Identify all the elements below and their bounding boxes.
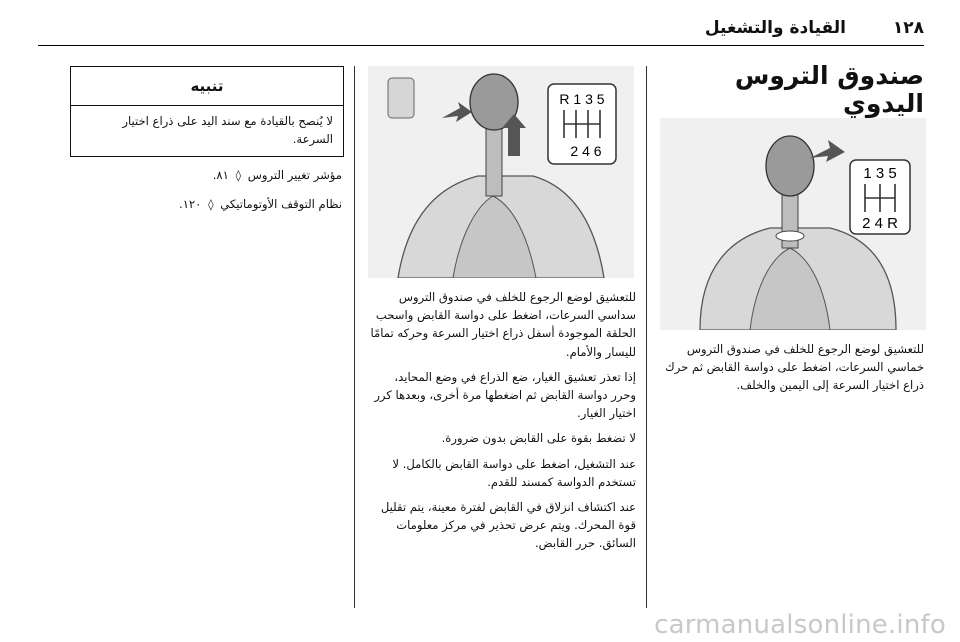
reference-arrow-icon: ◊ [235, 169, 242, 182]
right-column [654, 62, 924, 117]
watermark: carmanualsonline.info [654, 610, 946, 640]
page-number: ١٢٨ [892, 18, 924, 38]
six-speed-row1: R 1 3 5 [559, 91, 605, 107]
column-divider-right [646, 66, 647, 608]
reference-page: ١٢٠ [182, 197, 202, 211]
notice-body: لا يُنصح بالقيادة مع سند اليد على ذراع اختيار السرعة. [122, 114, 333, 146]
five-speed-row1: 1 3 5 [863, 165, 897, 182]
reference-label: نظام التوقف الأوتوماتيكي [220, 197, 342, 211]
reference-label: مؤشر تغيير التروس [247, 168, 342, 182]
middle-column-text [368, 288, 636, 560]
reference-shift-indicator[interactable]: مؤشر تغيير التروس ◊ ٨١. [212, 168, 342, 182]
paragraph-clutch-operation: عند التشغيل، اضغط على دواسة القابض بالكامل. لا تستخدم الدواسة كمسند للقدم. [392, 456, 636, 489]
notice-heading: تنبيه [71, 67, 343, 106]
five-speed-row2: 2 4 R [862, 215, 898, 232]
right-column-text [654, 340, 924, 402]
six-speed-illustration [368, 66, 634, 278]
six-speed-gear-figure [368, 66, 634, 278]
paragraph-gear-not-engaged: إذا تعذر تعشيق الغيار، ضع الذراع في وضع المحايد، وحرر دواسة القابض ثم اضغطها مرة أخرى، وبعدها كرر اختيار الغيار. [374, 369, 636, 421]
header-rule [38, 45, 924, 46]
six-speed-row2: 2 4 6 [570, 143, 602, 159]
paragraph-reverse-six-speed: للتعشيق لوضع الرجوع للخلف في صندوق التروس سداسي السرعات، اضغط على دواسة القابض واسحب الحلقة الموجودة أسفل ذراع اختيار السرعة وحركه تمامًا لليسار والأمام. [370, 290, 636, 359]
section-title: صندوق التروس اليدوي [734, 61, 924, 118]
cross-references [70, 166, 342, 224]
paragraph-clutch-slip: عند اكتشاف انزلاق في القابض لفترة معينة، يتم تقليل قوة المحرك. ويتم عرض تحذير في مركز معلومات السائق. حرر القابض. [380, 500, 636, 551]
five-speed-caption: للتعشيق لوضع الرجوع للخلف في صندوق التروس خماسي السرعات، اضغط على دواسة القابض ثم حرك ذراع اختيار السرعة إلى اليمين والخلف. [665, 342, 924, 393]
five-speed-gear-figure [660, 118, 926, 330]
paragraph-clutch-force: لا تضغط بقوة على القابض بدون ضرورة. [441, 431, 636, 446]
page-header [0, 0, 960, 46]
column-divider-left [354, 66, 355, 608]
chapter-title: القيادة والتشغيل [704, 18, 846, 38]
five-speed-illustration [660, 118, 926, 330]
reference-stop-start[interactable]: نظام التوقف الأوتوماتيكي ◊ ١٢٠. [179, 197, 342, 211]
notice-box [70, 66, 344, 157]
reference-arrow-icon: ◊ [208, 198, 214, 211]
reference-page: ٨١ [216, 168, 229, 182]
